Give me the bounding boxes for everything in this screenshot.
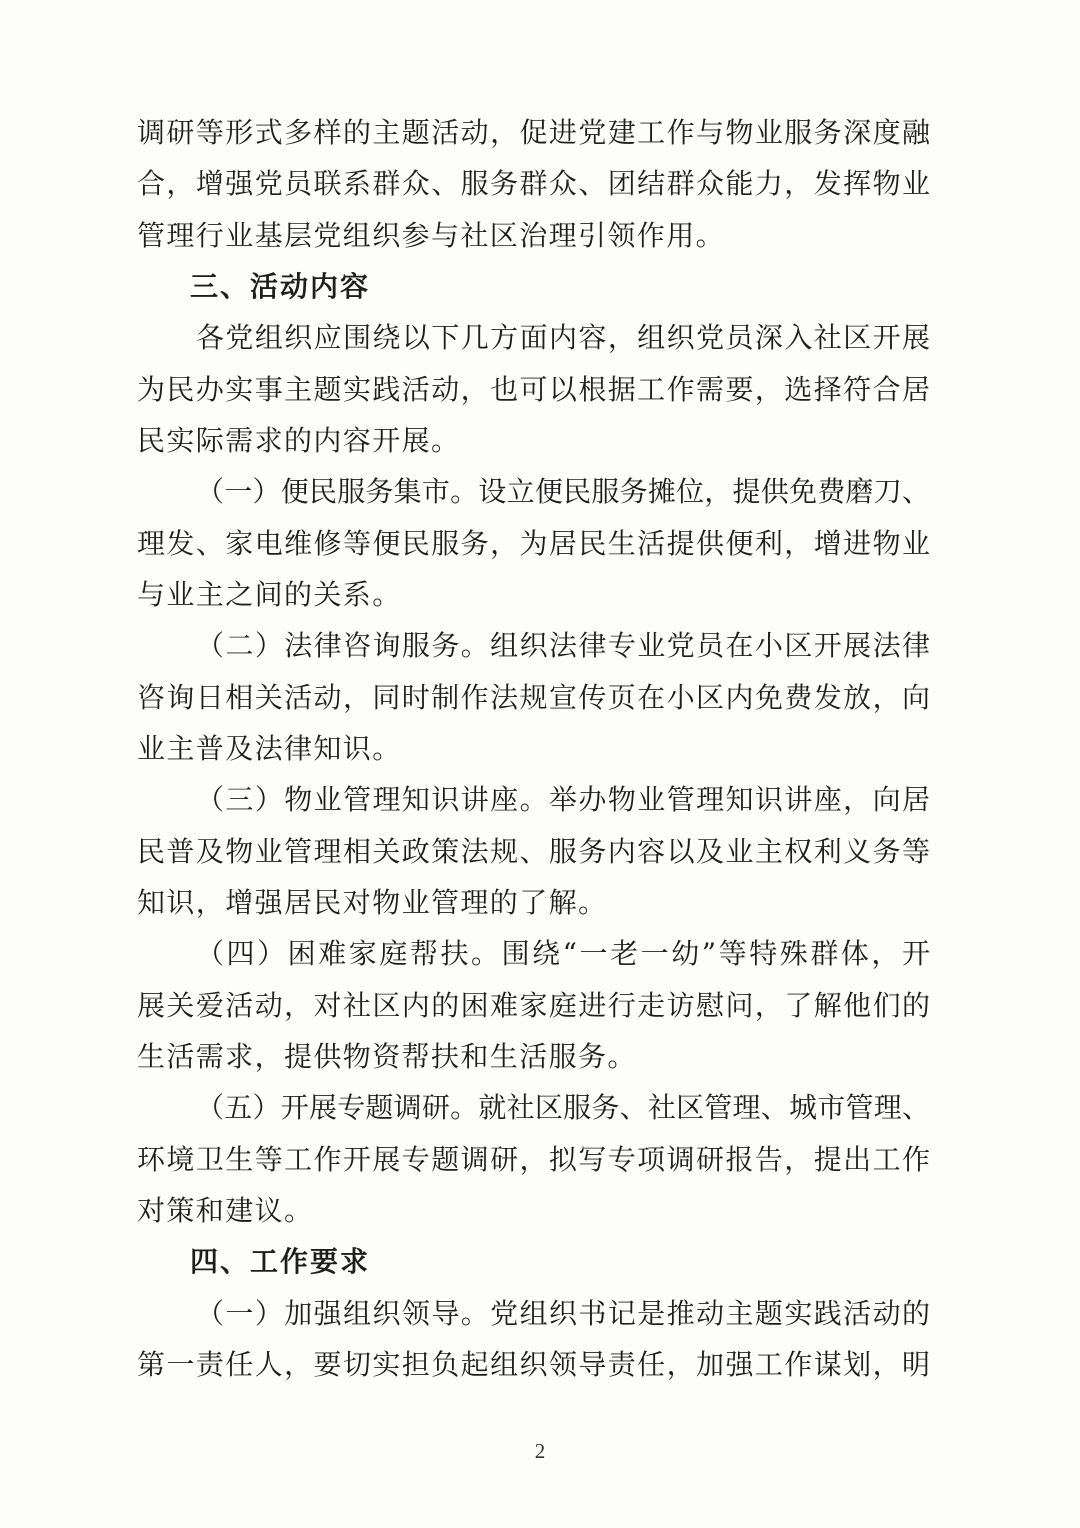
text-line: 各党组织应围绕以下几方面内容，组织党员深入社区开展	[196, 321, 930, 355]
text-line: （四）困难家庭帮扶。围绕“一老一幼”等特殊群体，开	[196, 937, 930, 971]
text-line: 民实际需求的内容开展。	[137, 423, 461, 457]
text-line: 合，增强党员联系群众、服务群众、团结群众能力，发挥物业	[137, 167, 930, 201]
page-number: 2	[534, 1439, 546, 1463]
section-heading: 三、活动内容	[190, 269, 371, 303]
text-line: 对策和建议。	[137, 1193, 314, 1227]
text-line: 生活需求，提供物资帮扶和生活服务。	[137, 1039, 637, 1073]
text-line: 理发、家电维修等便民服务，为居民生活提供便利，增进物业	[137, 526, 930, 560]
section-heading: 四、工作要求	[190, 1245, 371, 1279]
text-line: 第一责任人，要切实担负起组织领导责任，加强工作谋划，明	[137, 1347, 930, 1381]
text-line: 业主普及法律知识。	[137, 731, 402, 765]
text-line: 知识，增强居民对物业管理的了解。	[137, 885, 608, 919]
text-line: （三）物业管理知识讲座。举办物业管理知识讲座，向居	[196, 783, 930, 817]
paragraph	[137, 774, 930, 928]
text-line: 为民办实事主题实践活动，也可以根据工作需要，选择符合居	[137, 372, 930, 406]
text-line: （五）开展专题调研。就社区服务、社区管理、城市管理、	[196, 1091, 930, 1125]
paragraph	[137, 312, 930, 466]
text-line: （二）法律咨询服务。组织法律专业党员在小区开展法律	[196, 629, 930, 663]
text-line: 咨询日相关活动，同时制作法规宣传页在小区内免费发放，向	[137, 680, 930, 714]
paragraph	[137, 1082, 930, 1236]
paragraph	[137, 1288, 930, 1391]
text-line: 展关爱活动，对社区内的困难家庭进行走访慰问，了解他们的	[137, 988, 930, 1022]
text-line: 与业主之间的关系。	[137, 577, 402, 611]
paragraph	[137, 107, 930, 261]
text-line: 调研等形式多样的主题活动，促进党建工作与物业服务深度融	[137, 116, 930, 149]
paragraph	[137, 928, 930, 1082]
paragraph	[137, 620, 930, 774]
text-line: 民普及物业管理相关政策法规、服务内容以及业主权利义务等	[137, 834, 930, 868]
paragraph	[137, 466, 930, 620]
text-line: 管理行业基层党组织参与社区治理引领作用。	[137, 218, 726, 252]
text-line: （一）便民服务集市。设立便民服务摊位，提供免费磨刀、	[196, 475, 930, 509]
text-line: （一）加强组织领导。党组织书记是推动主题实践活动的	[196, 1296, 930, 1330]
document-body	[137, 107, 930, 1390]
text-line: 环境卫生等工作开展专题调研，拟写专项调研报告，提出工作	[137, 1142, 930, 1176]
